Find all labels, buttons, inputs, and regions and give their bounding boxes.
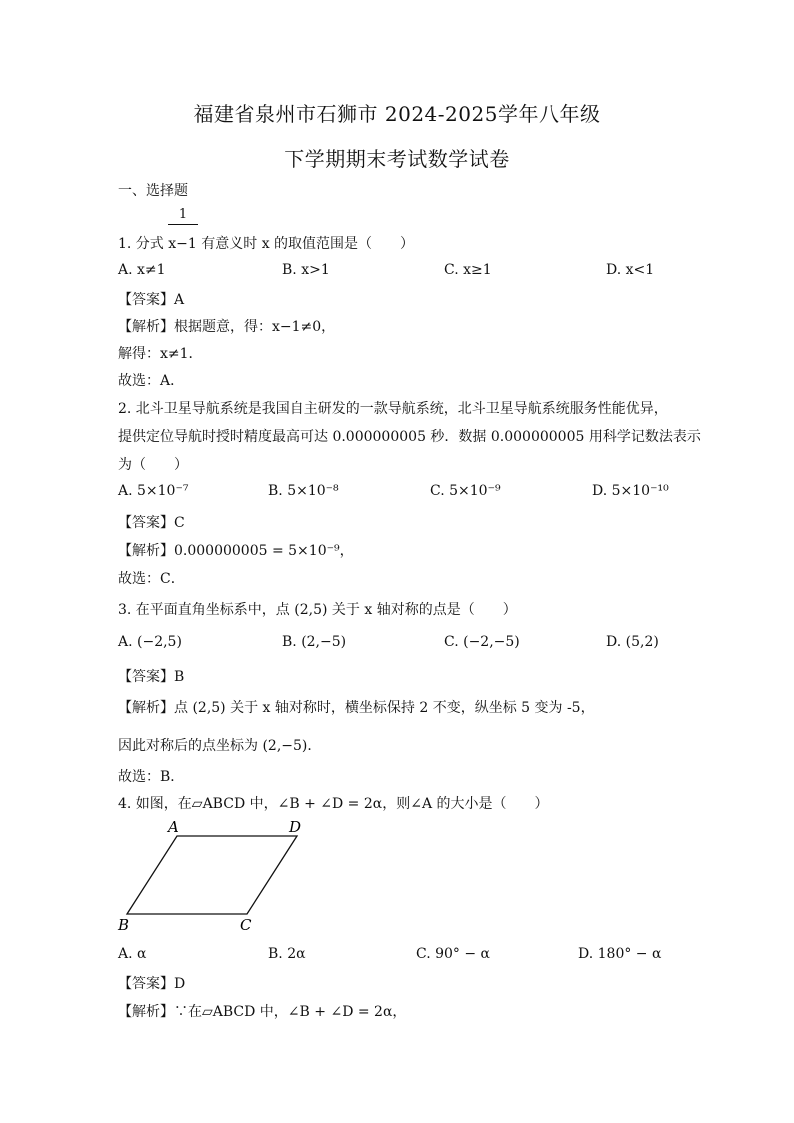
q4-option-d: D. 180° − α [578, 946, 662, 962]
q1-fraction-numerator: 1 [168, 207, 198, 225]
q1-option-c: C. x≥1 [444, 262, 492, 278]
q2-choice: 故选：C． [118, 571, 185, 587]
q4-stem: 4. 如图，在▱ABCD 中，∠B + ∠D = 2α，则∠A 的大小是（ ） [118, 796, 549, 812]
exam-title-line1: 福建省泉州市石狮市 2024-2025学年八年级 [193, 102, 601, 126]
q1-analysis: 【解析】根据题意，得：x−1≠0， [118, 319, 336, 335]
vertex-label-b: B [118, 916, 130, 934]
q2-option-c: C. 5×10⁻⁹ [430, 483, 501, 499]
q3-result: 因此对称后的点坐标为 (2,−5)． [118, 738, 322, 754]
exam-title-line2: 下学期期末考试数学试卷 [284, 147, 510, 171]
parallelogram-abcd [127, 836, 297, 914]
q2-analysis: 【解析】0.000000005 = 5×10⁻⁹， [118, 543, 354, 559]
q1-stem: 1. 分式 x−1 有意义时 x 的取值范围是（ ） [118, 236, 415, 252]
q1-choice: 故选：A． [118, 373, 185, 389]
vertex-label-c: C [240, 916, 252, 934]
q3-analysis: 【解析】点 (2,5) 关于 x 轴对称时，横坐标保持 2 不变，纵坐标 5 变为 -5， [118, 700, 595, 716]
q1-option-b: B. x>1 [282, 262, 330, 278]
q1-solve: 解得：x≠1． [118, 346, 203, 362]
parallelogram-figure [112, 816, 332, 936]
q1-answer: 【答案】A [118, 292, 185, 308]
q4-option-a: A. α [118, 946, 147, 962]
q2-stem-line1: 2. 北斗卫星导航系统是我国自主研发的一款导航系统，北斗卫星导航系统服务性能优异， [118, 401, 668, 417]
q4-option-c: C. 90° − α [416, 946, 491, 962]
q3-option-c: C. (−2,−5) [444, 634, 520, 650]
vertex-label-a: A [168, 818, 179, 836]
q4-option-b: B. 2α [268, 946, 306, 962]
q2-option-d: D. 5×10⁻¹⁰ [592, 483, 669, 499]
q2-option-a: A. 5×10⁻⁷ [118, 483, 189, 499]
q3-option-d: D. (5,2) [606, 634, 659, 650]
q3-stem: 3. 在平面直角坐标系中，点 (2,5) 关于 x 轴对称的点是（ ） [118, 602, 517, 618]
q2-option-b: B. 5×10⁻⁸ [268, 483, 339, 499]
vertex-label-d: D [289, 818, 302, 836]
q4-answer: 【答案】D [118, 976, 186, 992]
q3-option-b: B. (2,−5) [282, 634, 347, 650]
q4-analysis: 【解析】∵在▱ABCD 中，∠B + ∠D = 2α， [118, 1004, 407, 1020]
q3-option-a: A. (−2,5) [118, 634, 182, 650]
q3-choice: 故选：B． [118, 769, 185, 785]
q1-option-d: D. x<1 [606, 262, 655, 278]
q2-answer: 【答案】C [118, 515, 185, 531]
q2-stem-line2: 提供定位导航时授时精度最高可达 0.000000005 秒．数据 0.000000005 用科学记数法表示 [118, 429, 701, 445]
q1-option-a: A. x≠1 [118, 262, 166, 278]
q3-answer: 【答案】B [118, 669, 185, 685]
q2-stem-line3: 为（ ） [118, 457, 188, 473]
section-heading: 一、选择题 [118, 183, 188, 199]
